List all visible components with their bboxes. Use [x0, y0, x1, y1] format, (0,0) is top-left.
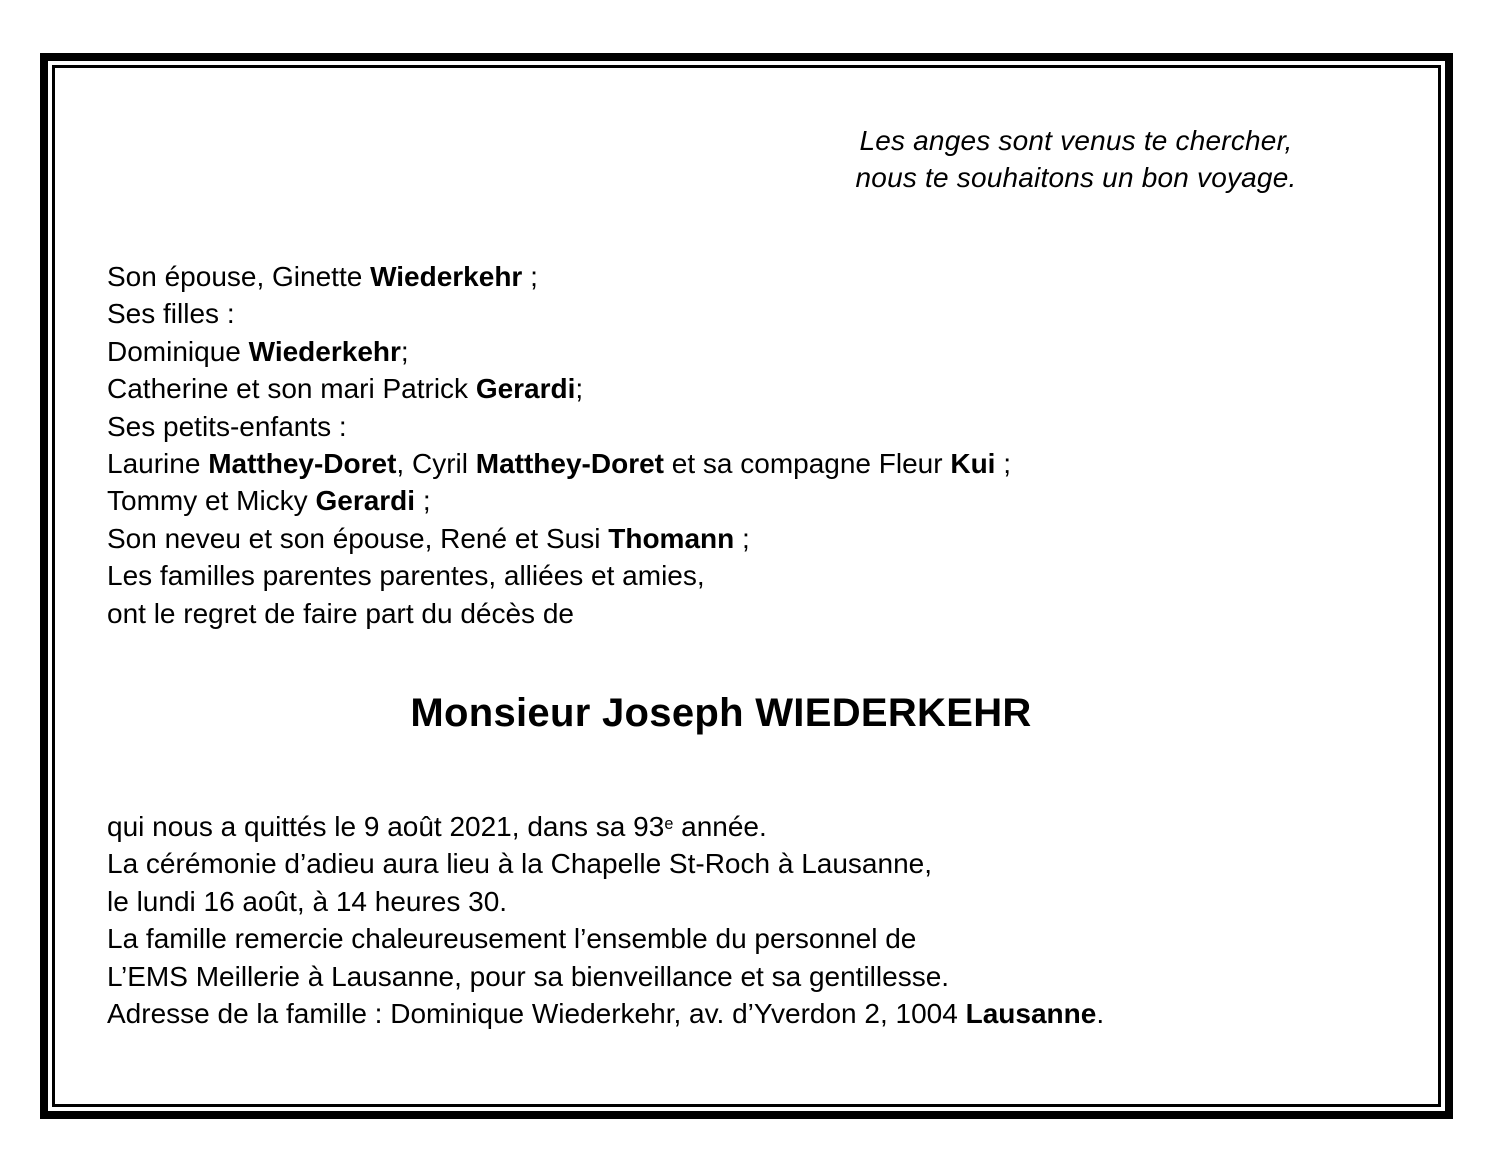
- text-line: Laurine Matthey-Doret, Cyril Matthey-Doret et sa compagne Fleur Kui ;: [107, 448, 1012, 480]
- deceased-name-title: Monsieur Joseph WIEDERKEHR: [410, 691, 1032, 735]
- quote-line-2: nous te souhaitons un bon voyage.: [855, 162, 1297, 194]
- text-line: qui nous a quittés le 9 août 2021, dans sa 93e année.: [107, 811, 767, 842]
- text-line: La cérémonie d’adieu aura lieu à la Chapelle St-Roch à Lausanne,: [107, 848, 932, 880]
- text-line: Son neveu et son épouse, René et Susi Thomann ;: [107, 522, 750, 554]
- text-line: Ses filles :: [107, 298, 235, 330]
- text-line: Adresse de la famille : Dominique Wiederkehr, av. d’Yverdon 2, 1004 Lausanne.: [107, 998, 1105, 1030]
- text-line: Dominique Wiederkehr;: [107, 335, 409, 367]
- text-line: ont le regret de faire part du décès de: [107, 597, 574, 629]
- ceremony-details: [107, 808, 1407, 1032]
- text-line: Catherine et son mari Patrick Gerardi;: [107, 373, 584, 405]
- text-line: le lundi 16 août, à 14 heures 30.: [107, 885, 508, 917]
- text-line: Ses petits-enfants :: [107, 410, 347, 442]
- quote-line-1: Les anges sont venus te chercher,: [859, 125, 1293, 156]
- text-line: L’EMS Meillerie à Lausanne, pour sa bienveillance et sa gentillesse.: [107, 960, 950, 992]
- text-line: Tommy et Micky Gerardi ;: [107, 485, 431, 517]
- family-announcement-list: [107, 258, 1347, 632]
- memorial-quote: [776, 122, 1376, 197]
- text-line: Son épouse, Ginette Wiederkehr ;: [107, 261, 538, 292]
- text-line: Les familles parentes parentes, alliées et amies,: [107, 560, 705, 592]
- text-line: La famille remercie chaleureusement l’ensemble du personnel de: [107, 923, 917, 955]
